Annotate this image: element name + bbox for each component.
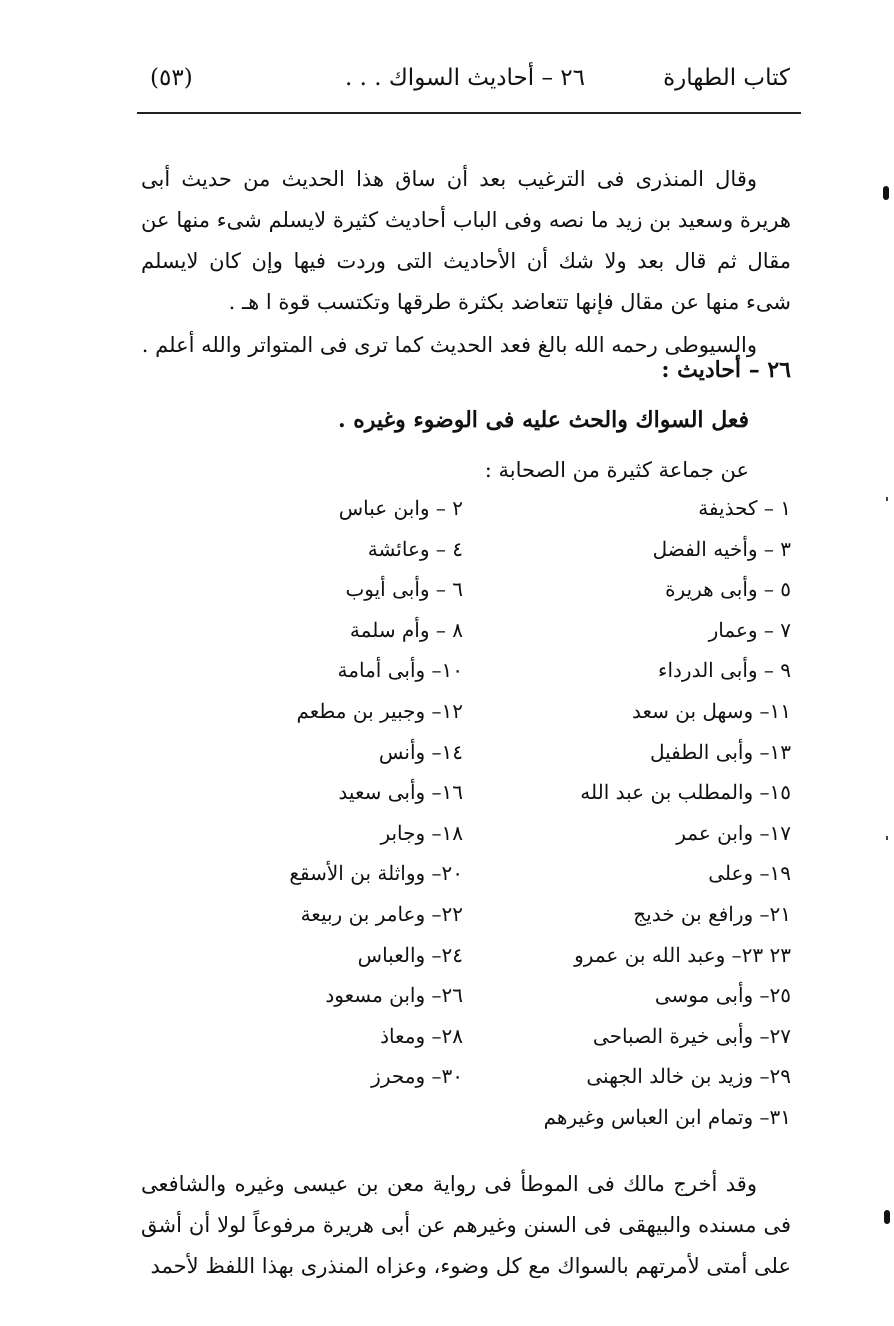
list-item <box>251 1097 791 1138</box>
companion-name: ٥ – وأبى هريرة <box>665 577 791 602</box>
margin-ink-mark <box>884 1210 890 1224</box>
companion-name: ٢٣ ٢٣– وعبد الله بن عمرو <box>574 942 791 967</box>
companion-name: ٢٢– وعامر بن ربيعة <box>300 901 463 926</box>
list-item <box>251 894 791 935</box>
companion-name: ١٦– وأبى سعيد <box>338 780 463 805</box>
paragraph-suyuti: والسيوطى رحمه الله بالغ فعد الحديث كما ترى فى المتواتر والله أعلم . <box>141 333 757 357</box>
list-item <box>251 569 791 610</box>
paragraph-mundhiri: وقال المنذرى فى الترغيب بعد أن ساق هذا الحديث من حديث أبى هريرة وسعيد بن زيد ما نصه وفى الباب أحاديث كثيرة لايسلم شىء منها عن مقال ثم قال بعد ولا شك أن الأحاديث التى وردت فيها وإن كان لايسلم شىء منها عن مقال فإنها تتعاضد بكثرة طرقها وتكتسب قوة ا هـ . <box>141 167 791 314</box>
companion-name: ٦ – وأبى أيوب <box>345 577 463 602</box>
list-item <box>251 853 791 894</box>
companion-name: ١٠– وأبى أمامة <box>337 658 463 683</box>
list-item <box>251 529 791 570</box>
companion-name: ٢ – وابن عباس <box>338 496 463 520</box>
companion-name: ١٣– وأبى الطفيل <box>649 739 791 764</box>
companion-name: ١٩– وعلى <box>708 861 791 886</box>
margin-ink-mark <box>883 186 889 200</box>
list-item <box>251 488 791 529</box>
list-item <box>251 610 791 651</box>
list-item <box>251 691 791 732</box>
companion-name: ٢٨– ومعاذ <box>380 1023 463 1048</box>
header-rule <box>137 112 801 114</box>
list-item <box>251 935 791 976</box>
companion-name: ٩ – وأبى الدرداء <box>658 658 791 683</box>
companion-name: ١٨– وجابر <box>380 820 463 845</box>
page-number: (٥٣) <box>150 65 193 91</box>
companion-name: ١١– وسهل بن سعد <box>631 698 791 723</box>
companion-name: ٣٠– ومحرز <box>371 1064 463 1089</box>
list-item <box>251 650 791 691</box>
companion-name: ٢٧– وأبى خيرة الصباحى <box>592 1023 791 1048</box>
companion-name: ٣ – وأخيه الفضل <box>652 536 791 561</box>
companion-name: ١٤– وأنس <box>378 739 463 764</box>
list-item <box>251 813 791 854</box>
section-number-heading: ٢٦ – أحاديث : <box>661 357 791 383</box>
book-title: كتاب الطهارة <box>663 65 790 91</box>
companion-name: ١٧– وابن عمر <box>676 820 791 845</box>
companion-name: ٣١– وتمام ابن العباس وغيرهم <box>543 1104 791 1129</box>
companion-name: ٢٤– والعباس <box>357 942 463 967</box>
companion-name: ١٥– والمطلب بن عبد الله <box>580 780 791 805</box>
list-item <box>251 772 791 813</box>
margin-speck <box>886 836 888 840</box>
list-item <box>251 1016 791 1057</box>
companion-name: ٨ – وأم سلمة <box>349 617 463 642</box>
companion-name: ١٢– وجبير بن مطعم <box>296 698 463 723</box>
section-title-heading: فعل السواك والحث عليه فى الوضوء وغيره . <box>337 407 749 433</box>
list-item <box>251 1056 791 1097</box>
list-item <box>251 732 791 773</box>
paragraph-malik: وقد أخرج مالك فى الموطأ فى رواية معن بن عيسى وغيره والشافعى فى مسنده والبيهقى فى السنن وغيرهم عن أبى هريرة مرفوعاً لولا أن أشق على أمتى لأمرتهم بالسواك مع كل وضوء، وعزاه المنذرى بهذا اللفظ لأحمد <box>141 1172 791 1278</box>
companions-list <box>251 488 791 1138</box>
list-item <box>251 975 791 1016</box>
companion-name: ٧ – وعمار <box>708 617 791 642</box>
companion-name: ٢٥– وأبى موسى <box>654 983 791 1008</box>
running-header <box>140 58 790 98</box>
companion-name: ٢٠– وواثلة بن الأسقع <box>289 861 463 886</box>
companion-name: ٤ – وعائشة <box>367 536 463 561</box>
companion-name: ٢١– ورافع بن خديج <box>633 901 791 926</box>
companion-name: ١ – كحذيفة <box>698 496 791 520</box>
section-title: ٢٦ – أحاديث السواك . . . <box>344 65 585 91</box>
companion-name: ٢٦– وابن مسعود <box>325 983 463 1008</box>
companion-name: ٢٩– وزيد بن خالد الجهنى <box>586 1064 791 1089</box>
margin-speck <box>886 497 888 501</box>
intro-line: عن جماعة كثيرة من الصحابة : <box>484 458 749 482</box>
